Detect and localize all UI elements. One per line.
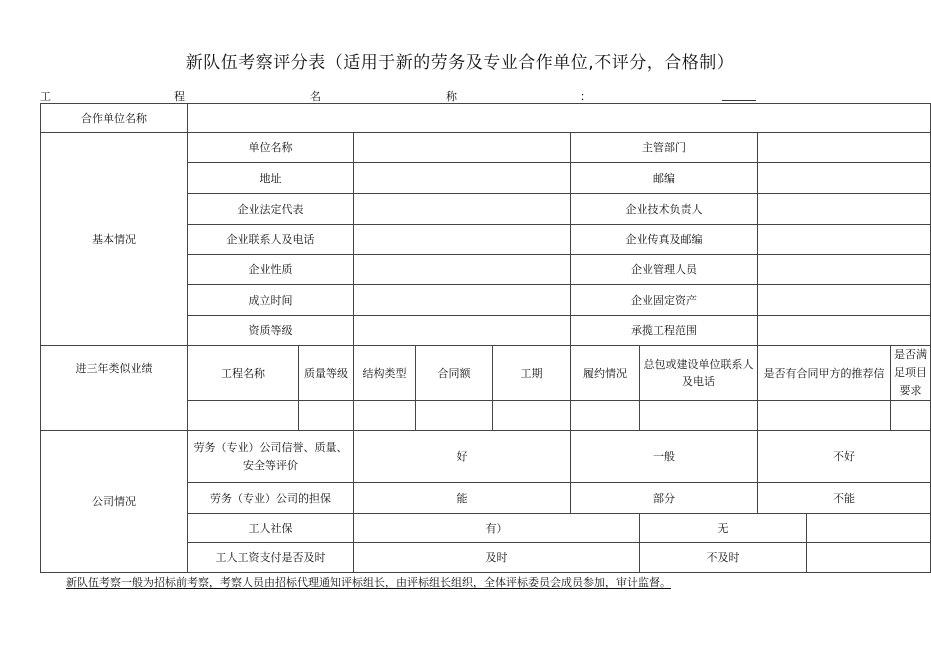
field-label: 主管部门 xyxy=(571,133,758,163)
table-cell[interactable] xyxy=(571,401,640,431)
table-cell[interactable] xyxy=(493,401,571,431)
option-cell[interactable]: 不好 xyxy=(758,431,931,483)
column-header: 工期 xyxy=(493,346,571,401)
column-header: 是否满足项目要求 xyxy=(891,346,931,401)
project-name-colon: ： xyxy=(580,90,591,103)
evaluation-table xyxy=(40,103,931,573)
option-cell[interactable] xyxy=(807,543,931,573)
field-label: 企业固定资产 xyxy=(571,285,758,316)
field-value[interactable] xyxy=(758,316,931,346)
partner-name-value[interactable] xyxy=(188,104,931,133)
option-cell[interactable]: 部分 xyxy=(571,483,758,514)
field-label: 邮编 xyxy=(571,163,758,194)
field-value[interactable] xyxy=(354,255,571,285)
option-cell[interactable]: 能 xyxy=(354,483,571,514)
field-value[interactable] xyxy=(354,194,571,225)
table-cell[interactable] xyxy=(640,401,758,431)
table-cell[interactable] xyxy=(299,401,354,431)
option-cell[interactable]: 好 xyxy=(354,431,571,483)
field-value[interactable] xyxy=(354,316,571,346)
option-cell[interactable]: 不及时 xyxy=(640,543,807,573)
column-header: 总包或建设单位联系人及电话 xyxy=(640,346,758,401)
performance-label: 进三年类似业绩 xyxy=(41,346,188,431)
project-name-char: 工 xyxy=(40,90,51,103)
field-label: 企业技术负责人 xyxy=(571,194,758,225)
project-name-char: 程 xyxy=(174,90,185,103)
field-value[interactable] xyxy=(354,133,571,163)
project-name-field[interactable] xyxy=(722,100,756,101)
basic-info-label: 基本情况 xyxy=(41,133,188,346)
column-header: 质量等级 xyxy=(299,346,354,401)
field-value[interactable] xyxy=(758,255,931,285)
column-header: 履约情况 xyxy=(571,346,640,401)
footer-note: 新队伍考察一般为招标前考察，考察人员由招标代理通知评标组长，由评标组长组织，全体评标委员会成员参加，审计监督。 xyxy=(66,576,671,589)
field-label: 单位名称 xyxy=(188,133,354,163)
company-row-label: 工人工资支付是否及时 xyxy=(188,543,354,573)
field-value[interactable] xyxy=(758,163,931,194)
field-value[interactable] xyxy=(758,225,931,255)
table-cell[interactable] xyxy=(354,401,416,431)
field-label: 企业联系人及电话 xyxy=(188,225,354,255)
company-row-label: 工人社保 xyxy=(188,514,354,543)
field-value[interactable] xyxy=(758,285,931,316)
project-name-char: 称 xyxy=(446,90,457,103)
option-cell[interactable]: 及时 xyxy=(354,543,640,573)
company-row-label: 劳务（专业）公司的担保 xyxy=(188,483,354,514)
column-header: 结构类型 xyxy=(354,346,416,401)
column-header: 是否有合同甲方的推荐信 xyxy=(758,346,891,401)
table-cell[interactable] xyxy=(416,401,493,431)
field-label: 资质等级 xyxy=(188,316,354,346)
form-title: 新队伍考察评分表（适用于新的劳务及专业合作单位,不评分，合格制） xyxy=(185,53,735,73)
field-label: 承揽工程范围 xyxy=(571,316,758,346)
option-cell[interactable]: 一般 xyxy=(571,431,758,483)
column-header: 工程名称 xyxy=(188,346,299,401)
option-cell[interactable]: 不能 xyxy=(758,483,931,514)
option-cell[interactable] xyxy=(807,514,931,543)
option-cell[interactable]: 无 xyxy=(640,514,807,543)
option-cell[interactable]: 有） xyxy=(354,514,640,543)
field-value[interactable] xyxy=(758,133,931,163)
table-cell[interactable] xyxy=(758,401,891,431)
field-label: 企业法定代表 xyxy=(188,194,354,225)
field-label: 企业管理人员 xyxy=(571,255,758,285)
field-label: 企业传真及邮编 xyxy=(571,225,758,255)
project-name-char: 名 xyxy=(310,90,321,103)
table-cell[interactable] xyxy=(891,401,931,431)
partner-name-label: 合作单位名称 xyxy=(41,104,188,133)
table-cell[interactable] xyxy=(188,401,299,431)
field-label: 企业性质 xyxy=(188,255,354,285)
field-value[interactable] xyxy=(354,285,571,316)
company-label: 公司情况 xyxy=(41,431,188,573)
company-row-label: 劳务（专业）公司信誉、质量、安全等评价 xyxy=(188,431,354,483)
field-value[interactable] xyxy=(758,194,931,225)
column-header: 合同额 xyxy=(416,346,493,401)
field-label: 成立时间 xyxy=(188,285,354,316)
field-value[interactable] xyxy=(354,225,571,255)
field-label: 地址 xyxy=(188,163,354,194)
project-name-label xyxy=(40,88,760,104)
field-value[interactable] xyxy=(354,163,571,194)
